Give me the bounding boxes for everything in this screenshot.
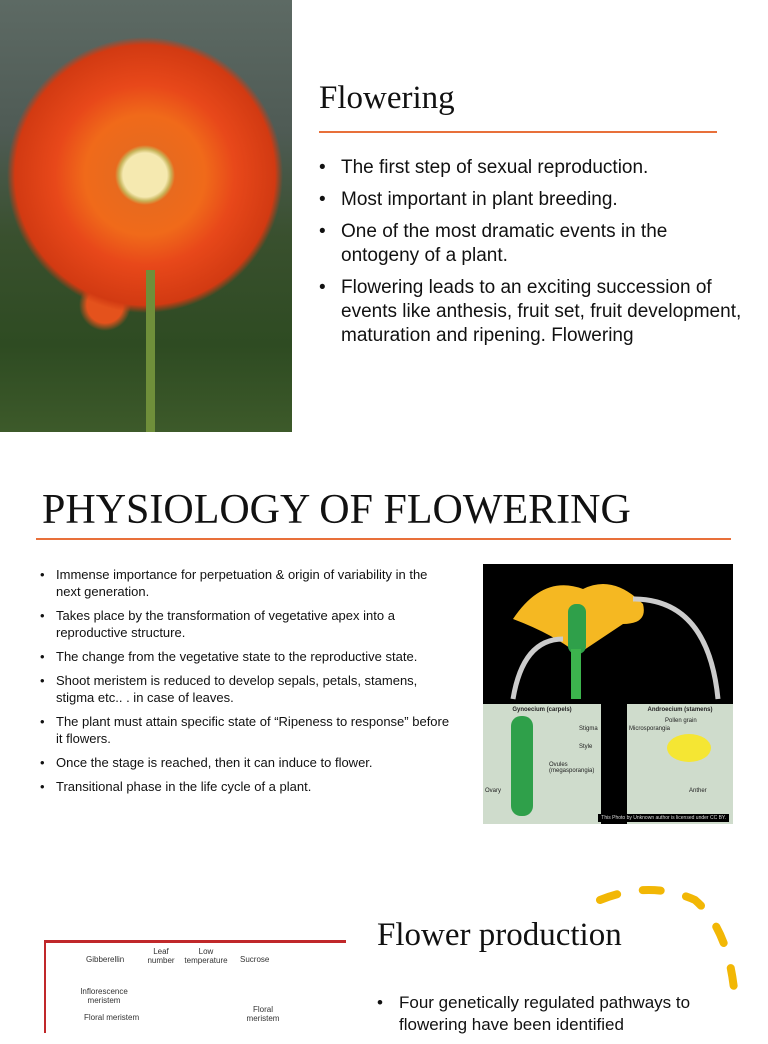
bullet: • Takes place by the transformation of vegetative apex into a reproductive structure. [40,607,450,641]
bullet: • The change from the vegetative state to the reproductive state. [40,648,450,665]
figure-label: Inflorescence meristem [80,987,128,1005]
slide1-title: Flowering [319,80,455,116]
pollen-label: Pollen grain [665,718,697,724]
title-underline [319,131,717,133]
style-label: Style [579,744,593,750]
gynoecium-panel [483,704,601,824]
flower-anatomy-diagram [483,564,733,824]
decorative-dashed-arc [590,880,750,1020]
bullet: • Four genetically regulated pathways to flowering have been identified [377,992,737,1036]
figure-label: Gibberellin [86,955,125,964]
ovules-label: Ovules (megasporangia) [549,762,595,774]
carpel-shape [511,716,533,816]
photo-credit: This Photo by Unknown author is licensed under CC BY. [598,814,729,822]
bullet: • One of the most dramatic events in the ontogeny of a plant. [319,220,744,268]
title-underline [36,538,731,540]
anther-shape [667,734,711,762]
figure-label: Floral meristem [84,1013,140,1022]
slide2-title: PHYSIOLOGY OF FLOWERING [42,487,631,533]
bullet: • Shoot meristem is reduced to develop sepals, petals, stamens, stigma etc.. . in case of leaves. [40,672,450,706]
slide2-bullets [40,566,450,802]
androecium-label: Androecium (stamens) [647,707,713,713]
bullet: • Immense importance for perpetuation & origin of variability in the next generation. [40,566,450,600]
figure-label: Low temperature [184,947,228,965]
figure-label: Sucrose [240,955,270,964]
flower-illustration [483,564,733,704]
gynoecium-label: Gynoecium (carpels) [512,707,572,713]
figure-label: Leaf number [147,947,175,965]
stigma-label: Stigma [579,726,598,732]
bullet: • Transitional phase in the life cycle of a plant. [40,778,450,795]
bullet: • The plant must attain specific state of “Ripeness to response” before it flowers. [40,713,450,747]
microsporangia-label: Microsporangia [629,726,671,732]
flowering-pathways-figure [44,940,346,1033]
androecium-panel [627,704,733,824]
figure-label: Floral meristem [246,1005,280,1023]
bullet: • Once the stage is reached, then it can induce to flower. [40,754,450,771]
ovary-label: Ovary [485,788,502,794]
bullet: • The first step of sexual reproduction. [319,156,744,180]
flower-stem [146,270,155,432]
slide3-title: Flower production [377,917,622,953]
anther-label: Anther [689,788,707,794]
bullet: • Flowering leads to an exciting succession of events like anthesis, fruit set, fruit development, maturation and ripening. Flowering [319,276,744,348]
slide1-bullets [319,156,744,356]
bullet: • Most important in plant breeding. [319,188,744,212]
